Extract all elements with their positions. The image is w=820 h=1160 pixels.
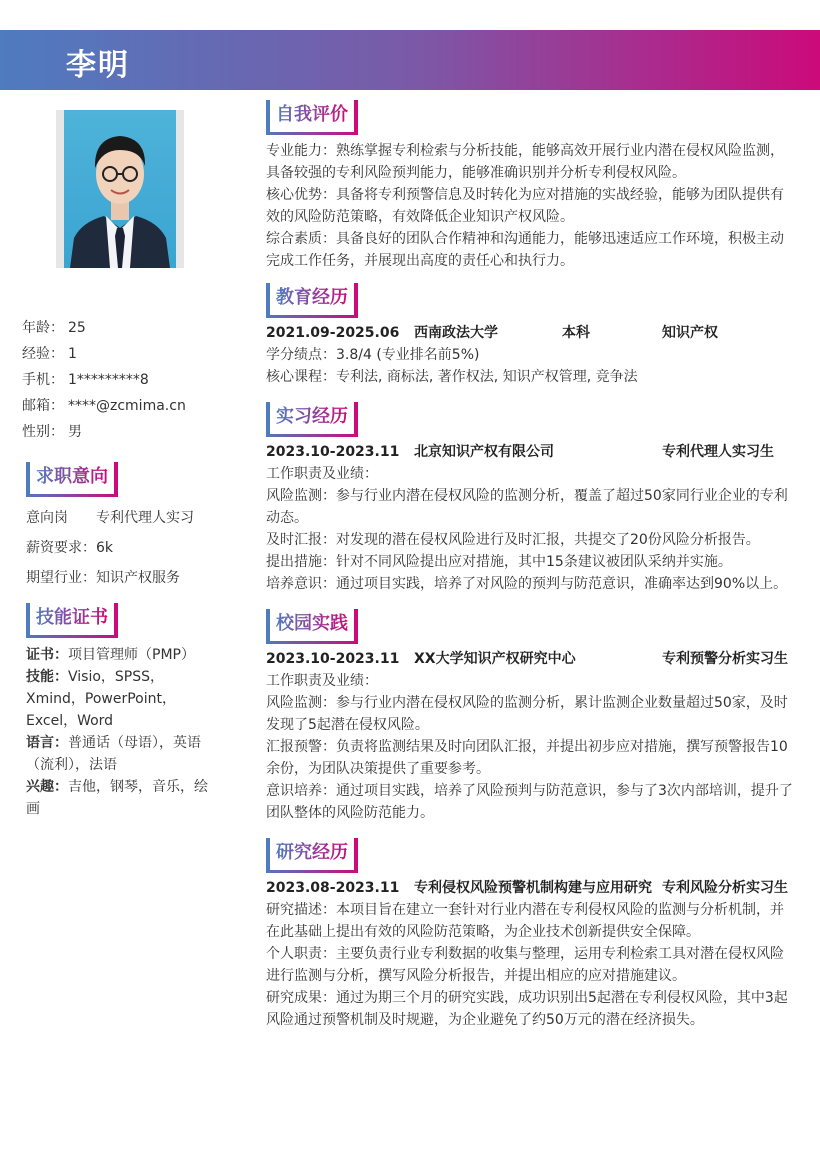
- intention-label: 意向岗: [26, 510, 68, 526]
- research-date: 2023.08-2023.11: [266, 880, 400, 896]
- skills-lang-label: 语言：: [26, 735, 68, 751]
- section-title-internship: [266, 402, 358, 434]
- person-portrait-icon: [64, 110, 176, 268]
- education-date: 2021.09-2025.06: [266, 325, 400, 341]
- internship-line: 风险监测：参与行业内潜在侵权风险的监测分析，覆盖了超过50家同行业企业的专利动态。: [266, 488, 788, 526]
- profile-row-gender: [22, 422, 186, 448]
- skills-hobby-label: 兴趣：: [26, 779, 68, 795]
- campus-line: 工作职责及业绩：: [266, 673, 378, 689]
- section-title-education: [266, 283, 358, 315]
- campus-line: 意识培养：通过项目实践，培养了风险预判与防范意识，参与了3次内部培训，提升了团队整体的风险防范能力。: [266, 783, 793, 821]
- profile-value: 男: [68, 424, 82, 440]
- campus-line: 风险监测：参与行业内潜在侵权风险的监测分析，累计监测企业数量超过50家，及时发现了5起潜在侵权风险。: [266, 695, 788, 733]
- profile-value: ****@zcmima.cn: [68, 398, 186, 414]
- campus-body: [266, 648, 796, 824]
- campus-line: 汇报预警：负责将监测结果及时向团队汇报，并提出初步应对措施，撰写预警报告10余份，为团队决策提供了重要参考。: [266, 739, 788, 777]
- skills-block: [26, 644, 216, 820]
- research-role: 专利风险分析实习生: [662, 880, 788, 896]
- campus-head: [266, 648, 796, 670]
- profile-row-phone: [22, 370, 186, 396]
- education-school: 西南政法大学: [414, 325, 498, 341]
- intention-label: 薪资要求：: [26, 540, 96, 556]
- profile-value: 1*********8: [68, 372, 149, 388]
- education-major: 知识产权: [662, 325, 718, 341]
- internship-org: 北京知识产权有限公司: [414, 444, 554, 460]
- internship-line: 培养意识：通过项目实践，培养了对风险的预判与防范意识，准确率达到90%以上。: [266, 576, 788, 592]
- self-eval-body: [266, 140, 796, 272]
- intention-row-salary: [26, 538, 194, 568]
- research-body: [266, 877, 796, 1031]
- header-banner: [0, 30, 820, 90]
- skills-hobby-value: 吉他，钢琴，音乐，绘画: [26, 779, 208, 817]
- profile-label: 年龄：: [22, 320, 64, 336]
- education-body: [266, 322, 796, 388]
- research-line: 个人职责：主要负责行业专利数据的收集与整理，运用专利检索工具对潜在侵权风险进行监测与分析，撰写风险分析报告，并提出相应的应对措施建议。: [266, 946, 784, 984]
- intention-row-industry: [26, 568, 194, 598]
- internship-line: 工作职责及业绩：: [266, 466, 378, 482]
- campus-org: XX大学知识产权研究中心: [414, 651, 576, 667]
- research-line: 研究描述：本项目旨在建立一套针对行业内潜在专利侵权风险的监测与分析机制，并在此基础上提出有效的风险防范策略，为企业技术创新提供安全保障。: [266, 902, 784, 940]
- education-head: [266, 322, 796, 344]
- education-degree: 本科: [562, 325, 590, 341]
- profile-value: 25: [68, 320, 86, 336]
- section-title-intention: [26, 462, 118, 494]
- section-title-text: 实习经历: [276, 406, 348, 427]
- profile-photo: [56, 110, 184, 268]
- skills-skill: [26, 666, 216, 732]
- candidate-name: 李明: [66, 48, 130, 83]
- internship-head: [266, 441, 796, 463]
- intention-value: 6k: [96, 540, 114, 556]
- profile-value: 1: [68, 346, 77, 362]
- campus-role: 专利预警分析实习生: [662, 651, 788, 667]
- intention-list: [26, 508, 194, 598]
- self-eval-line: 专业能力：熟练掌握专利检索与分析技能，能够高效开展行业内潜在侵权风险监测，具备较强的专利风险预判能力，能够准确识别并分析专利侵权风险。: [266, 143, 784, 181]
- profile-row-experience: [22, 344, 186, 370]
- profile-info: [22, 318, 186, 448]
- skills-cert-label: 证书：: [26, 647, 68, 663]
- profile-label: 性别：: [22, 424, 64, 440]
- self-eval-line: 核心优势：具备将专利预警信息及时转化为应对措施的实战经验，能够为团队提供有效的风险防范策略，有效降低企业知识产权风险。: [266, 187, 784, 225]
- research-line: 研究成果：通过为期三个月的研究实践，成功识别出5起潜在专利侵权风险，其中3起风险通过预警机制及时规避，为企业避免了约50万元的潜在经济损失。: [266, 990, 788, 1028]
- intention-value: 专利代理人实习: [96, 510, 194, 526]
- profile-label: 邮箱：: [22, 398, 64, 414]
- internship-line: 提出措施：针对不同风险提出应对措施，其中15条建议被团队采纳并实施。: [266, 554, 732, 570]
- profile-row-email: [22, 396, 186, 422]
- research-head: [266, 877, 796, 899]
- internship-date: 2023.10-2023.11: [266, 444, 400, 460]
- section-title-campus: [266, 609, 358, 641]
- internship-role: 专利代理人实习生: [662, 444, 774, 460]
- profile-label: 经验：: [22, 346, 64, 362]
- skills-lang-value: 普通话（母语），英语（流利），法语: [26, 735, 201, 773]
- section-title-text: 技能证书: [36, 607, 108, 628]
- campus-date: 2023.10-2023.11: [266, 651, 400, 667]
- profile-label: 手机：: [22, 372, 64, 388]
- skills-language: [26, 732, 216, 776]
- internship-line: 及时汇报：对发现的潜在侵权风险进行及时汇报，共提交了20份风险分析报告。: [266, 532, 760, 548]
- avatar: [64, 110, 176, 268]
- section-title-research: [266, 838, 358, 870]
- education-line: 学分绩点：3.8/4 (专业排名前5%): [266, 347, 480, 363]
- research-project: 专利侵权风险预警机制构建与应用研究: [414, 880, 652, 896]
- intention-label: 期望行业：: [26, 570, 96, 586]
- section-title-self-eval: [266, 100, 358, 132]
- profile-row-age: [22, 318, 186, 344]
- internship-body: [266, 441, 796, 595]
- skills-hobby: [26, 776, 216, 820]
- section-title-text: 求职意向: [36, 466, 108, 487]
- self-eval-line: 综合素质：具备良好的团队合作精神和沟通能力，能够迅速适应工作环境，积极主动完成工作任务，并展现出高度的责任心和执行力。: [266, 231, 784, 269]
- skills-cert-value: 项目管理师（PMP）: [68, 647, 195, 663]
- section-title-text: 自我评价: [276, 104, 348, 125]
- section-title-skills: [26, 603, 118, 635]
- education-line: 核心课程：专利法, 商标法, 著作权法, 知识产权管理, 竞争法: [266, 369, 638, 385]
- intention-row-position: [26, 508, 194, 538]
- skills-skill-value: Visio，SPSS，Xmind，PowerPoint，Excel，Word: [26, 669, 176, 729]
- section-title-text: 研究经历: [276, 842, 348, 863]
- skills-cert: [26, 644, 216, 666]
- section-title-text: 教育经历: [276, 287, 348, 308]
- intention-value: 知识产权服务: [96, 570, 180, 586]
- section-title-text: 校园实践: [276, 613, 348, 634]
- skills-skill-label: 技能：: [26, 669, 68, 685]
